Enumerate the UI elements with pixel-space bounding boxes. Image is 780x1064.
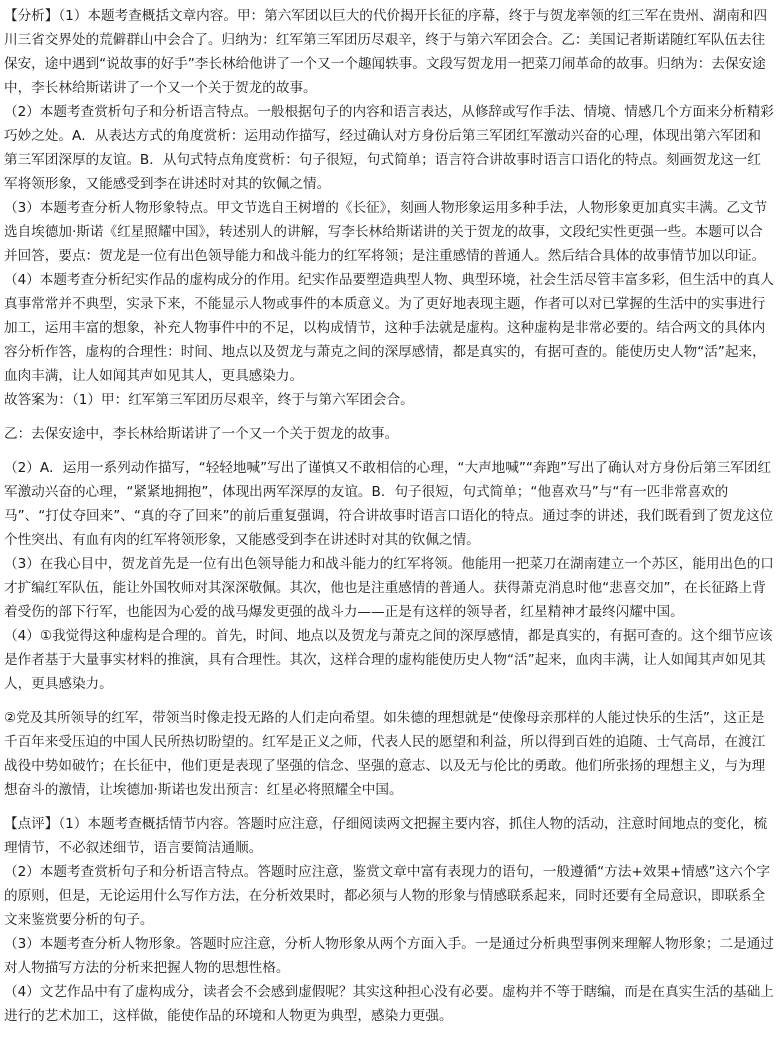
analysis-paragraph-2: （2）本题考查赏析句子和分析语言特点。一般根据句子的内容和语言表达，从修辞或写作手法、情境、情感几个方面来分析精彩巧妙之处。A．从表达方式的角度赏析：运用动作描写，经过确认对方身份后第三军团红军激动兴奋的心理，体现出第六军团和第三军团深厚的友谊。B．从句式特点角度赏析：句子很短，句式简单；语言符合讲故事时语言口语化的特点。刻画贺龙这一红军将领形象，又能感受到李在讲述时对其的钦佩之情。	[4, 104, 774, 192]
answers-section	[4, 456, 774, 812]
analysis-paragraph-1: 【分析】（1）本题考查概括文章内容。甲：第六军团以巨大的代价揭开长征的序幕，终于与贺龙率领的红三军在贵州、湖南和四川三省交界处的荒僻群山中会合了。归纳为：红军第三军团历尽艰辛，终于与第六军团会合。乙：美国记者斯诺随红军队伍去往保安，途中遇到“说故事的好手”李长林给他讲了一个又一个趣闻轶事。文段写贺龙用一把菜刀闹革命的故事。归纳为：去保安途中，李长林给斯诺讲了一个又一个关于贺龙的故事。	[4, 8, 768, 96]
answer-3: （3）在我心目中，贺龙首先是一位有出色领导能力和战斗能力的红军将领。他能用一把菜刀在湖南建立一个苏区，能用出色的口才扩编红军队伍，能让外国牧师对其深深敬佩。其次，他也是注重感情的普通人。获得萧克消息时他“悲喜交加”，在长征路上背着受伤的部下行军，也能因为心爱的战马爆发更强的战斗力——正是有这样的领导者，红星精神才最终闪耀中国。	[4, 556, 774, 620]
spacer	[4, 802, 774, 812]
answer-2: （2）A．运用一系列动作描写，“轻轻地喊”写出了谨慎又不敢相信的心理，“大声地喊”“奔跑”写出了确认对方身份后第三军团红军激动兴奋的心理，“紧紧地拥抱”，体现出两军深厚的友谊。B．句子很短，句式简单；“他喜欢马”与“有一匹非常喜欢的马”、“打仗夺回来”、“真的夺了回来”的前后重复强调，符合讲故事时语言口语化的特点。通过李的讲述，我们既看到了贺龙这位个性突出、有血有肉的红军将领形象，又能感受到李在讲述时对其的钦佩之情。	[4, 460, 774, 548]
review-section	[4, 812, 774, 1028]
spacer	[4, 412, 774, 422]
answer-part-b: 乙：去保安途中，李长林给斯诺讲了一个又一个关于贺龙的故事。	[4, 426, 399, 442]
review-paragraph-2: （2）本题考查赏析句子和分析语言特点。答题时应注意，鉴赏文章中富有表现力的语句，一般遵循“方法+效果+情感”这六个字的原则，但是，无论运用什么写作方法，在分析效果时，都必须与人物的形象与情感联系起来，同时还要有全局意识，即联系全文来鉴赏要分析的句子。	[4, 864, 770, 928]
analysis-paragraph-4: （4）本题考查分析纪实作品的虚构成分的作用。纪实作品要塑造典型人物、典型环境，社会生活尽管丰富多彩，但生活中的真人真事常常并不典型，实录下来，不能显示人物或事件的本质意义。为了更好地表现主题，作者可以对已掌握的生活中的实事进行加工，运用丰富的想象，补充人物事件中的不足，以构成情节，这种手法就是虚构。这种虚构是非常必要的。结合两文的具体内容分析作答，虚构的合理性：时间、地点以及贺龙与萧克之间的深厚感情，都是真实的，有据可查的。能使历史人物“活”起来，血肉丰满，让人如闻其声如见其人，更具感染力。	[4, 272, 774, 384]
spacer	[4, 696, 774, 706]
review-paragraph-3: （3）本题考查分析人物形象。答题时应注意，分析人物形象从两个方面入手。一是通过分析典型事例来理解人物形象；二是通过对人物描写方法的分析来把握人物的思想性格。	[4, 936, 774, 976]
answer-4: （4）①我觉得这种虚构是合理的。首先，时间、地点以及贺龙与萧克之间的深厚感情，都是真实的，有据可查的。这个细节应该是作者基于大量事实材料的推演，具有合理性。其次，这样合理的虚构能使历史人物“活”起来，血肉丰满，让人如闻其声如见其人，更具感染力。	[4, 628, 773, 692]
analysis-section	[4, 4, 774, 456]
review-paragraph-1: 【点评】（1）本题考查概括情节内容。答题时应注意，仔细阅读两文把握主要内容，抓住人物的活动，注意时间地点的变化，梳理情节，不必叙述细节，语言要简洁通顺。	[4, 816, 768, 856]
review-paragraph-4: （4）文艺作品中有了虚构成分，读者会不会感到虚假呢？其实这种担心没有必要。虚构并不等于瞎编，而是在真实生活的基础上进行的艺术加工，这样做，能使作品的环境和人物更为典型，感染力更强。	[4, 984, 774, 1024]
spacer	[4, 446, 774, 456]
answer-intro: 故答案为：（1）甲：红军第三军团历尽艰辛，终于与第六军团会合。	[4, 392, 414, 408]
answer-4-part-2: ②党及其所领导的红军，带领当时像走投无路的人们走向希望。如朱德的理想就是“使像母亲那样的人能过快乐的生活”，这正是千百年来受压迫的中国人民所热切盼望的。红军是正义之师，代表人民的愿望和利益，所以得到百姓的追随、士气高昂，在渡江战役中势如破竹；在长征中，他们更是表现了坚强的信念、坚强的意志、以及无与伦比的勇敢。他们所张扬的理想主义，与为理想奋斗的激情，让埃德加·斯诺也发出预言：红星必将照耀全中国。	[4, 710, 766, 798]
analysis-paragraph-3: （3）本题考查分析人物形象特点。甲文节选自王树增的《长征》，刻画人物形象运用多种手法，人物形象更加真实丰满。乙文节选自埃德加·斯诺《红星照耀中国》，转述别人的讲解，写李长林给斯诺讲的关于贺龙的故事，文段纪实性更强一些。本题可以合并回答，要点：贺龙是一位有出色领导能力和战斗能力的红军将领；是注重感情的普通人。然后结合具体的故事情节加以印证。	[4, 200, 768, 264]
